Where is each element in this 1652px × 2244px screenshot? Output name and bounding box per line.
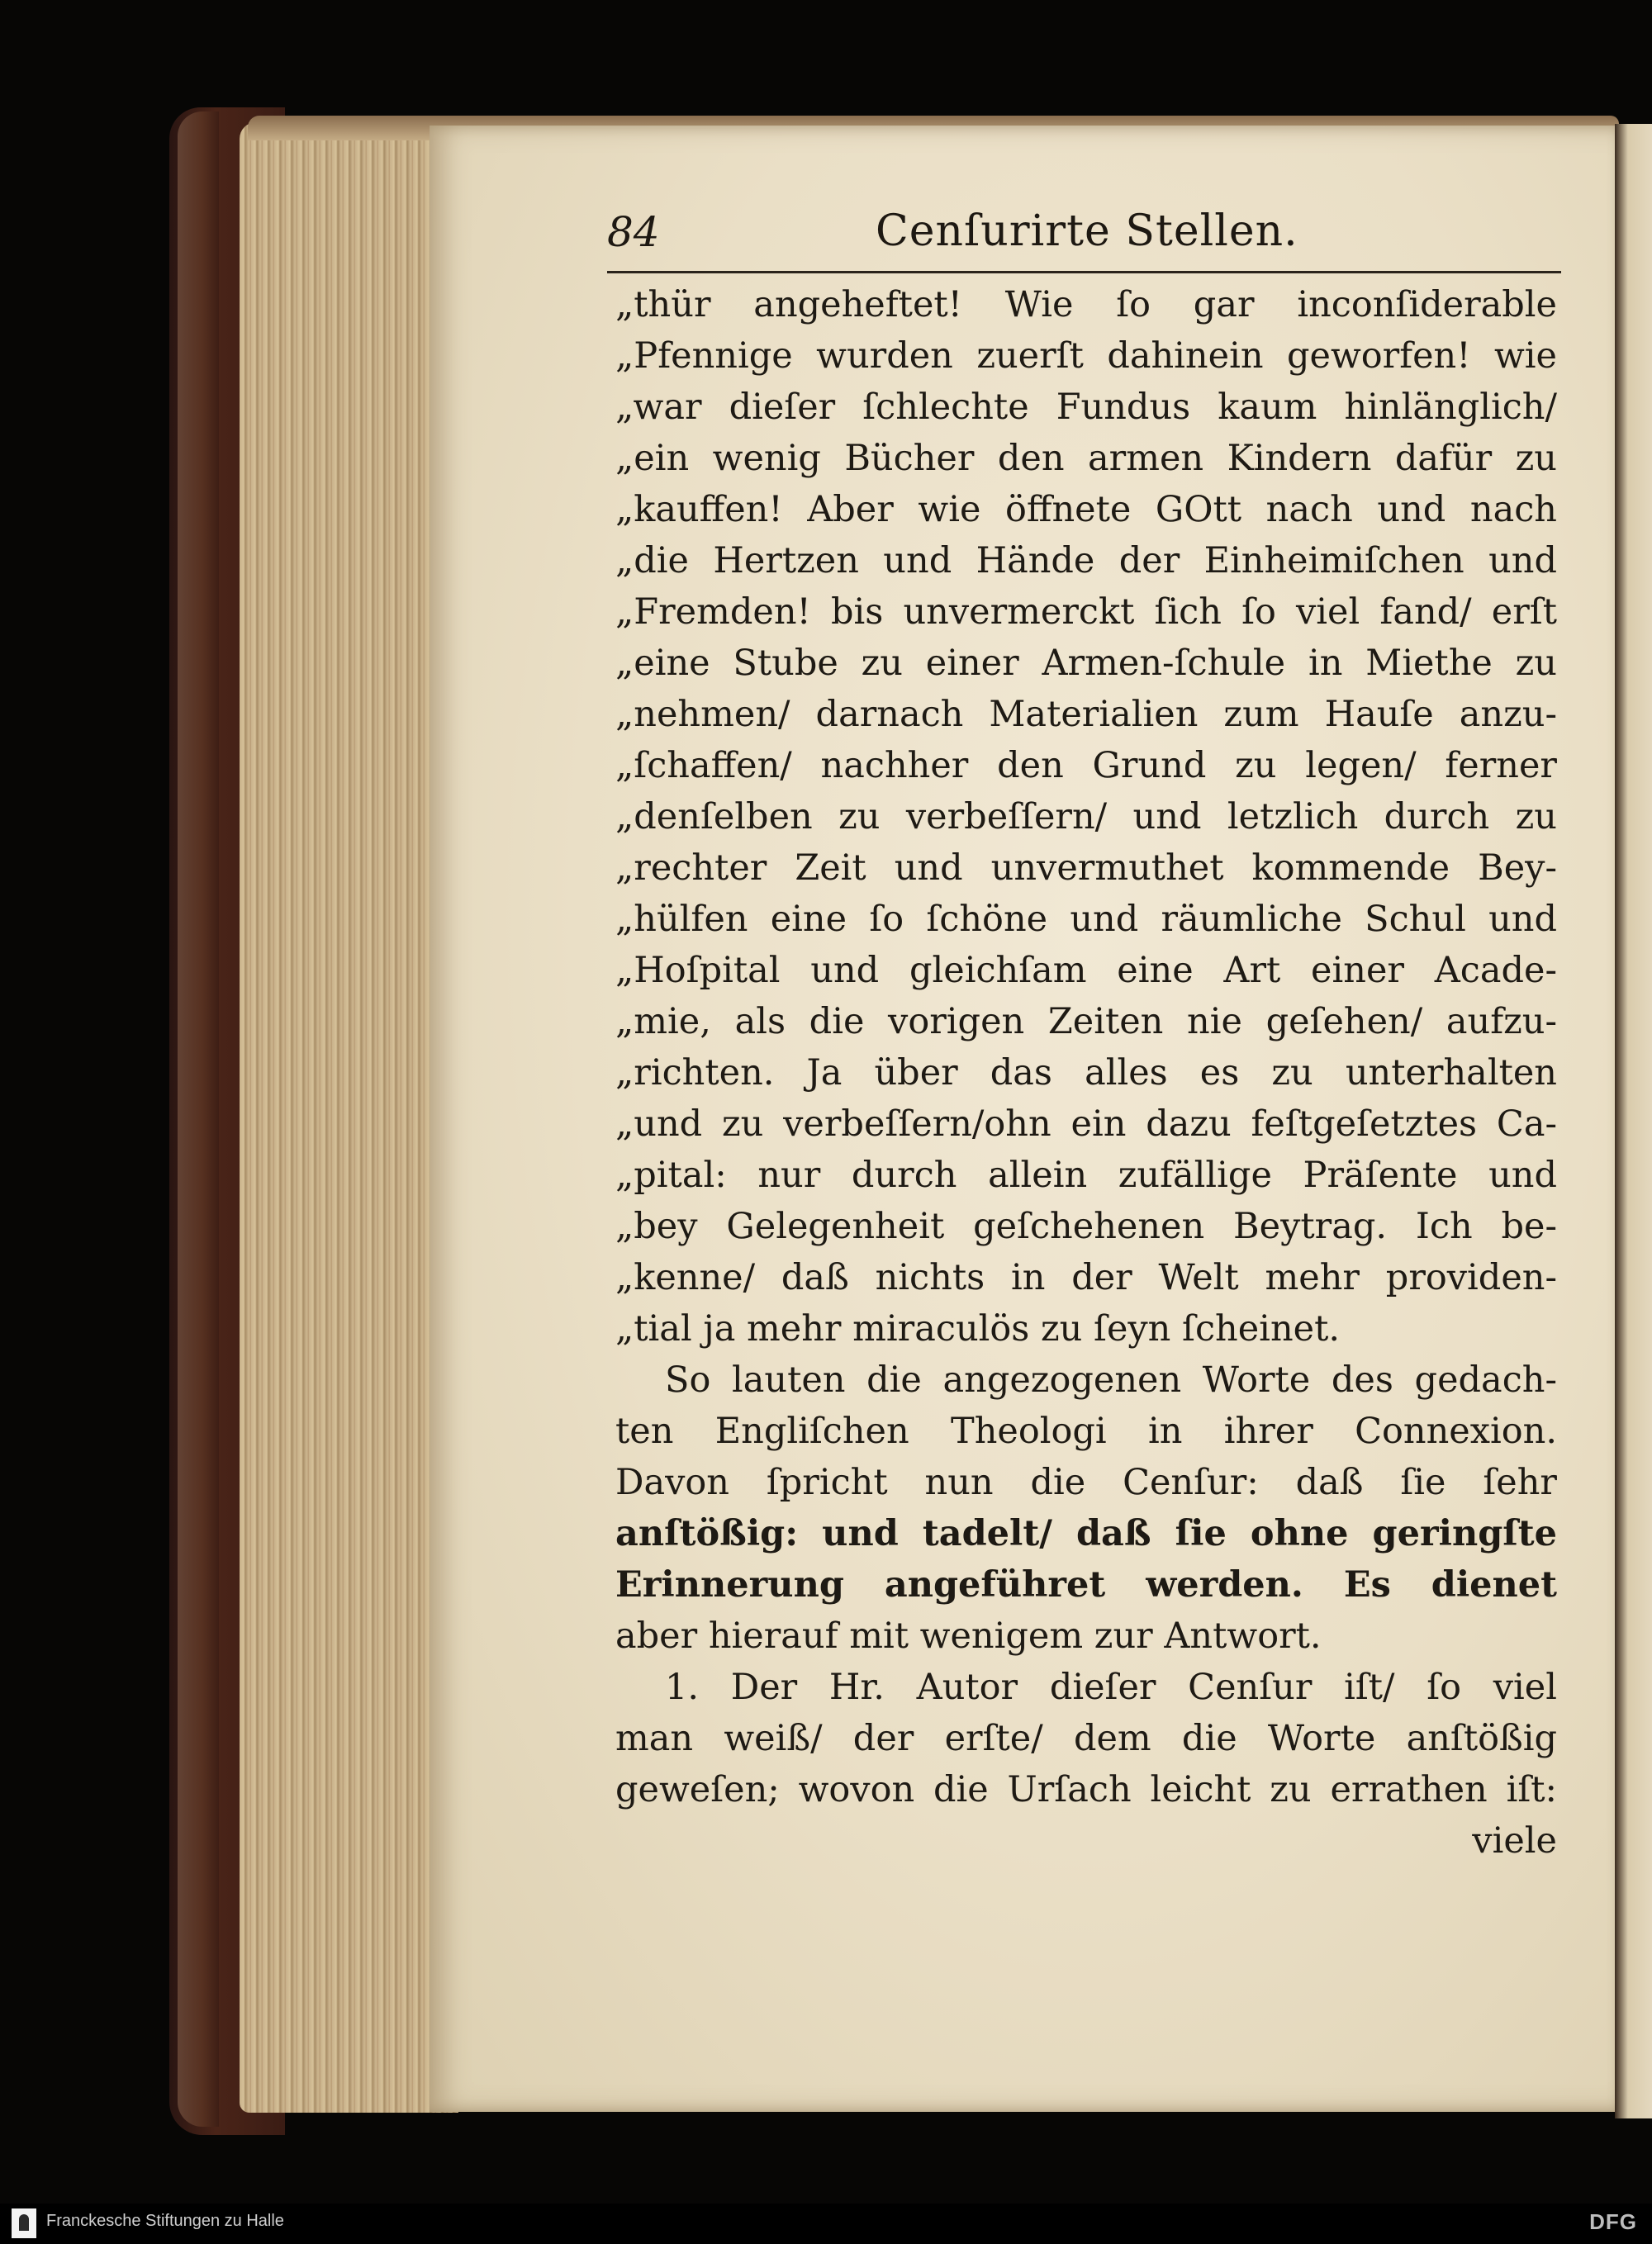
institution-label: Franckesche Stiftungen zu Halle [46,2212,284,2230]
text-line: geweſen; wovon die Urſach leicht zu errathen iſt: [615,1769,1557,1810]
text-line: So lauten die angezogenen Worte des gedach- [665,1359,1557,1401]
text-line: „die Hertzen und Hände der Einheimiſchen und [615,540,1557,581]
text-line: „mie, als die vorigen Zeiten nie geſehen/ aufzu- [615,1001,1557,1042]
catchword: viele [1472,1820,1557,1862]
running-head: Cenſurirte Stellen. [876,206,1298,256]
text-line: „Fremden! bis unvermerckt ſich ſo viel fand/ erſt [615,591,1557,633]
text-line: „rechter Zeit und unvermuthet kommende Bey- [615,847,1557,889]
text-line: „kenne/ daß nichts in der Welt mehr providen- [615,1257,1557,1298]
text-line: ten Engliſchen Theologi in ihrer Connexion. [615,1411,1557,1452]
facing-page-edge [1615,124,1652,2118]
text-line: „pital: nur durch allein zufällige Präſente und [615,1155,1557,1196]
text-line: „war dieſer ſchlechte Fundus kaum hinlänglich/ [615,387,1557,428]
page-number: 84 [607,208,660,256]
text-line: 1. Der Hr. Autor dieſer Cenſur iſt/ ſo viel [665,1667,1557,1708]
dfg-logo: DFG [1589,2209,1637,2234]
page-header [607,206,1561,264]
text-line: „denſelben zu verbeſſern/ und letzlich durch zu [615,796,1557,837]
header-rule [607,271,1561,273]
text-line: anſtößig: und tadelt/ daß ſie ohne geringſte [615,1513,1557,1554]
text-line: Davon ſpricht nun die Cenſur: daß ſie ſehr [615,1462,1557,1503]
text-line: „ein wenig Bücher den armen Kindern dafür zu [615,438,1557,479]
text-line: „Hoſpital und gleichſam eine Art einer Acade- [615,950,1557,991]
text-line: „und zu verbeſſern/ohn ein dazu feſtgeſetztes Ca- [615,1103,1557,1145]
text-line: „kauffen! Aber wie öffnete GOtt nach und nach [615,489,1557,530]
text-line: aber hierauf mit wenigem zur Antwort. [615,1615,1322,1657]
institution-logo-icon [12,2208,36,2238]
text-line: „hülfen eine ſo ſchöne und räumliche Schul und [615,899,1557,940]
text-line: „thür angeheftet! Wie ſo gar inconſiderable [615,284,1557,325]
cover-edge [178,111,219,2127]
viewer-footer [0,2204,1652,2244]
logo-figure [19,2214,29,2231]
text-line: „nehmen/ darnach Materialien zum Hauſe anzu- [615,694,1557,735]
text-line: „tial ja mehr miraculös zu ſeyn ſcheinet. [615,1308,1341,1350]
text-line: „ſchaffen/ nachher den Grund zu legen/ ferner [615,745,1557,786]
text-line: man weiß/ der erſte/ dem die Worte anſtößig [615,1718,1557,1759]
text-line: „Pfennige wurden zuerſt dahinein geworfen! wie [615,335,1557,377]
text-line: Erinnerung angeführet werden. Es dienet [615,1564,1557,1606]
text-line: „eine Stube zu einer Armen-ſchule in Miethe zu [615,643,1557,684]
text-line: „bey Gelegenheit geſchehenen Beytrag. Ich be- [615,1206,1557,1247]
page-edges [240,122,458,2113]
text-line: „richten. Ja über das alles es zu unterhalten [615,1052,1557,1094]
